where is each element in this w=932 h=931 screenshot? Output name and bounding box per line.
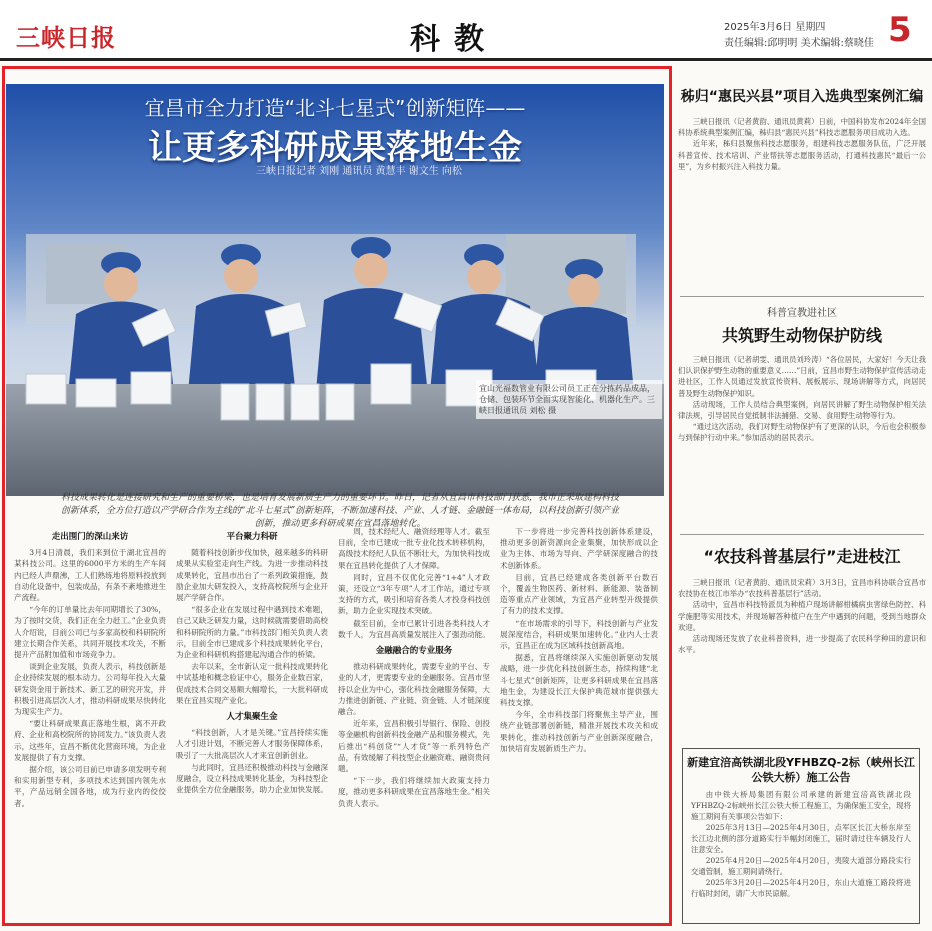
paragraph: 2025年3月20日—2025年4月20日，东山大道施工路段将进行临时封闭，请广大市民谅解。 <box>691 878 911 898</box>
paragraph: 三峡日报讯（记者黄韵、通讯员黄莉）日前，中国科协发布2024年全国科协系统典型案例汇编，秭归县“惠民兴县”科技志愿服务项目成功入选。 <box>678 117 926 138</box>
paragraph: 2025年3月13日—2025年4月30日，点军区长江大桥东岸至长江边北侧的部分道路实行半幅封闭施工，届时请过往车辆及行人注意安全。 <box>691 823 911 854</box>
paragraph: “在市场需求的引导下，科技创新与产业发展深度结合，科研成果加速转化。”业内人士表示，宜昌正在成为区域科技创新高地。 <box>500 618 658 651</box>
construction-notice[interactable] <box>682 748 920 924</box>
paragraph: 近年来，秭归县聚焦科技志愿服务，组建科技志愿服务队伍，广泛开展科普宣传、技术培训、产业帮扶等志愿服务活动，打通科技惠民“最后一公里”，为乡村振兴注入科技力量。 <box>678 139 926 171</box>
paragraph: “要让科研成果真正落地生根，离不开政府、企业和高校院所的协同发力。”该负责人表示，这些年，宜昌不断优化营商环境，为企业发展提供了有力支撑。 <box>14 719 166 762</box>
column-2-subhead: 平台聚力科研 <box>226 532 278 542</box>
side-story-3[interactable] <box>678 544 926 740</box>
paragraph: 截至目前，全市已累计引进各类科技人才数千人，为宜昌高质量发展注入了强劲动能。 <box>338 618 490 639</box>
section-divider <box>680 534 924 535</box>
paragraph: “下一步，我们将继续加大政策支持力度，推动更多科研成果在宜昌落地生金。”相关负责人表示。 <box>338 776 490 808</box>
column-1-subhead: 走出围门的深山来访 <box>51 532 129 542</box>
article-column-4 <box>500 526 658 922</box>
headline: 让更多科研成果落地生金 <box>148 128 522 168</box>
paragraph: “通过这次活动，我们对野生动物保护有了更深的认识，今后也会积极参与到保护行动中来。”参加活动的居民表示。 <box>678 422 926 443</box>
paragraph: 今年，全市科技部门将聚焦主导产业，围绕产业链部署创新链，精准开展技术攻关和成果转化，推动科技创新与产业创新深度融合，加快培育发展新质生产力。 <box>500 710 658 753</box>
headline-kicker: 宜昌市全力打造“北斗七星式”创新矩阵—— <box>144 96 526 120</box>
editors-line: 责任编辑:邱明明 美术编辑:蔡晓佳 <box>724 38 874 49</box>
paragraph: 由中铁大桥局集团有限公司承建的新建宜涪高铁湖北段YFHBZQ-2标峡州长江公铁大桥工程施工，为确保施工安全，现将施工期间有关事项公告如下： <box>691 790 911 821</box>
paragraph: 活动现场还发放了农业科普资料，进一步提高了农民科学种田的意识和水平。 <box>678 634 926 655</box>
paragraph: 三峡日报讯（记者胡雯、通讯员刘玲涛）“各位居民，大家好！今天让我们认识保护野生动物的重要意义……”日前，宜昌市野生动物保护宣传活动走进社区，工作人员通过发放宣传资料、展板展示、现场讲解等方式，向居民普及野生动物保护知识。 <box>678 355 926 398</box>
byline: 三峡日报记者 刘刚 通讯员 黄慧丰 谢文生 向松 <box>256 166 462 177</box>
paragraph: 据介绍，该公司目前已申请多项发明专利和实用新型专利，多项技术达到国内领先水平，产品远销全国各地，成为行业内的佼佼者。 <box>14 765 166 808</box>
side-story-1-title: 秭归“惠民兴县”项目入选典型案例汇编 <box>680 89 924 105</box>
paragraph: 与此同时，宜昌还积极推动科技与金融深度融合，设立科技成果转化基金，为科技型企业提供全方位金融服务，助力企业加快发展。 <box>176 762 328 795</box>
article-column-2 <box>176 526 328 922</box>
paragraph: 随着科技创新步伐加快，越来越多的科研成果从实验室走向生产线。为进一步推动科技成果转化，宜昌市出台了一系列政策措施，鼓励企业加大研发投入，支持高校院所与企业开展产学研合作。 <box>176 548 328 603</box>
paragraph: 推动科研成果转化，需要专业的平台、专业的人才，更需要专业的金融服务。宜昌市坚持以企业为中心，强化科技金融服务保障，大力推进创新链、产业链、资金链、人才链深度融合。 <box>338 662 490 717</box>
paragraph: 周，技术经纪人、融资经理等人才。截至目前，全市已建成一批专业化技术转移机构，高级技术经纪人队伍不断壮大，为加快科技成果在宜昌转化提供了人才保障。 <box>338 527 490 570</box>
side-story-2-kicker: 科普宣教进社区 <box>767 308 837 319</box>
paragraph: 活动现场，工作人员结合典型案例，向居民讲解了野生动物保护相关法律法规，引导居民自觉抵制非法捕猎、交易、食用野生动物等行为。 <box>678 399 926 421</box>
paragraph: “科技创新，人才是关键。”宜昌持续实施人才引进计划，不断完善人才服务保障体系，吸引了一大批高层次人才来宜创新创业。 <box>176 728 328 760</box>
photo-credit: 宜山光福数管业有限公司员工正在分拣药品成品，仓储、包装环节全面实现智能化、机器化生产。三峡日报通讯员 刘松 摄 <box>476 380 662 419</box>
masthead <box>0 0 932 62</box>
article-column-3 <box>338 526 490 922</box>
paragraph: 近年来，宜昌积极引导银行、保险、创投等金融机构创新科技金融产品和服务模式，先后推出“科创贷”“人才贷”等一系列特色产品，有效缓解了科技型企业融资难、融资贵问题。 <box>338 719 490 774</box>
paragraph: 同时，宜昌不仅优化完善“1+4”人才政策，还设立“3年专项”人才工作站，通过专项支持的方式，吸引和培育各类人才投身科技创新，助力企业实现技术突破。 <box>338 572 490 616</box>
side-story-2-title: 共筑野生动物保护防线 <box>721 326 882 345</box>
newspaper-logo: 三峡日报 <box>16 23 116 52</box>
paragraph: 目前，宜昌已经建成各类创新平台数百个，覆盖生物医药、新材料、新能源、装备制造等重点产业领域，为宜昌产业转型升级提供了有力的技术支撑。 <box>500 572 658 616</box>
side-story-3-title: “农技科普基层行”走进枝江 <box>703 547 901 566</box>
column-2-subhead-2: 人才集聚生金 <box>226 712 278 723</box>
issue-date: 2025年3月6日 星期四 <box>724 22 826 33</box>
section-title: 科教 <box>410 22 498 57</box>
side-story-2[interactable] <box>678 304 926 526</box>
feature-photo <box>6 84 664 496</box>
paragraph: “今年的订单量比去年同期增长了30%，为了按时交货，我们正在全力赶工。”企业负责人介绍说，目前公司已与多家高校和科研院所建立长期合作关系，共同开展技术攻关，不断提升产品附加值和市场竞争力。 <box>14 605 166 660</box>
page-number: 5 <box>888 10 912 50</box>
article-column-1 <box>14 526 166 922</box>
section-divider <box>680 296 924 297</box>
paragraph: 3月4日清晨，我们来到位于湖北宜昌的某科技公司。这里的6000平方米的生产车间内已经人声鼎沸，工人们熟练地将原料投放到自动化设备中，包装成品，有条不紊地推进生产流程。 <box>14 548 166 603</box>
paragraph: 去年以来，全市新认定一批科技成果转化中试基地和概念验证中心，服务企业数百家，促成技术合同交易额大幅增长，一大批科研成果在宜昌实现产业化。 <box>176 662 328 705</box>
paragraph: 谈到企业发展，负责人表示，科技创新是企业持续发展的根本动力。公司每年投入大量研发资金用于新技术、新工艺的研究开发，并积极引进高层次人才，推动科研成果尽快转化为现实生产力。 <box>14 662 166 717</box>
paragraph: 下一步将进一步完善科技创新体系建设，推动更多创新资源向企业集聚，加快形成以企业为主体、市场为导向、产学研深度融合的技术创新体系。 <box>500 527 658 570</box>
photo-caption: 科技成果转化是连接研究和生产的重要桥梁，也是培育发展新质生产力的重要环节。昨日，记者从宜昌市科技部门获悉，我市正采取建构科技创新体系，全方位打造以产学研合作为主线的“北斗七星式”创新矩阵，不断加速科技、产业、人才链、金融链一体布局，以科技创新引领产业创新，推动更多科研成果在宜昌落地转化。 <box>60 493 620 529</box>
paragraph: “很多企业在发展过程中遇到技术难题，自己又缺乏研发力量，这时候就需要借助高校和科研院所的力量。”市科技部门相关负责人表示，目前全市已建成多个科技成果转化平台，为企业和科研机构搭建起沟通合作的桥梁。 <box>176 605 328 660</box>
side-story-1[interactable] <box>678 86 926 282</box>
paragraph: 2025年4月20日—2025年4月20日，夷陵大道部分路段实行交通管制，施工期间请绕行。 <box>691 856 911 876</box>
notice-title: 新建宜涪高铁湖北段YFHBZQ-2标（峡州长江公铁大桥）施工公告 <box>687 756 915 784</box>
paragraph: 据悉，宜昌将继续深入实施创新驱动发展战略，进一步优化科技创新生态，持续构建“北斗七星式”创新矩阵，让更多科研成果在宜昌落地生金，为建设长江大保护典范城市提供强大科技支撑。 <box>500 653 658 708</box>
paragraph: 三峡日报讯（记者黄韵、通讯员宋莉）3月3日，宜昌市科协联合宜昌市农技协在枝江市举办“农技科普基层行”活动。 <box>678 578 926 599</box>
column-3-subhead: 金融融合的专业服务 <box>375 646 453 657</box>
masthead-rule <box>0 58 932 61</box>
paragraph: 活动中，宜昌市科技特派员为种植户现场讲解柑橘病虫害绿色防控、科学施肥等实用技术，并现场解答种植户在生产中遇到的问题，受到当地群众欢迎。 <box>678 600 926 632</box>
